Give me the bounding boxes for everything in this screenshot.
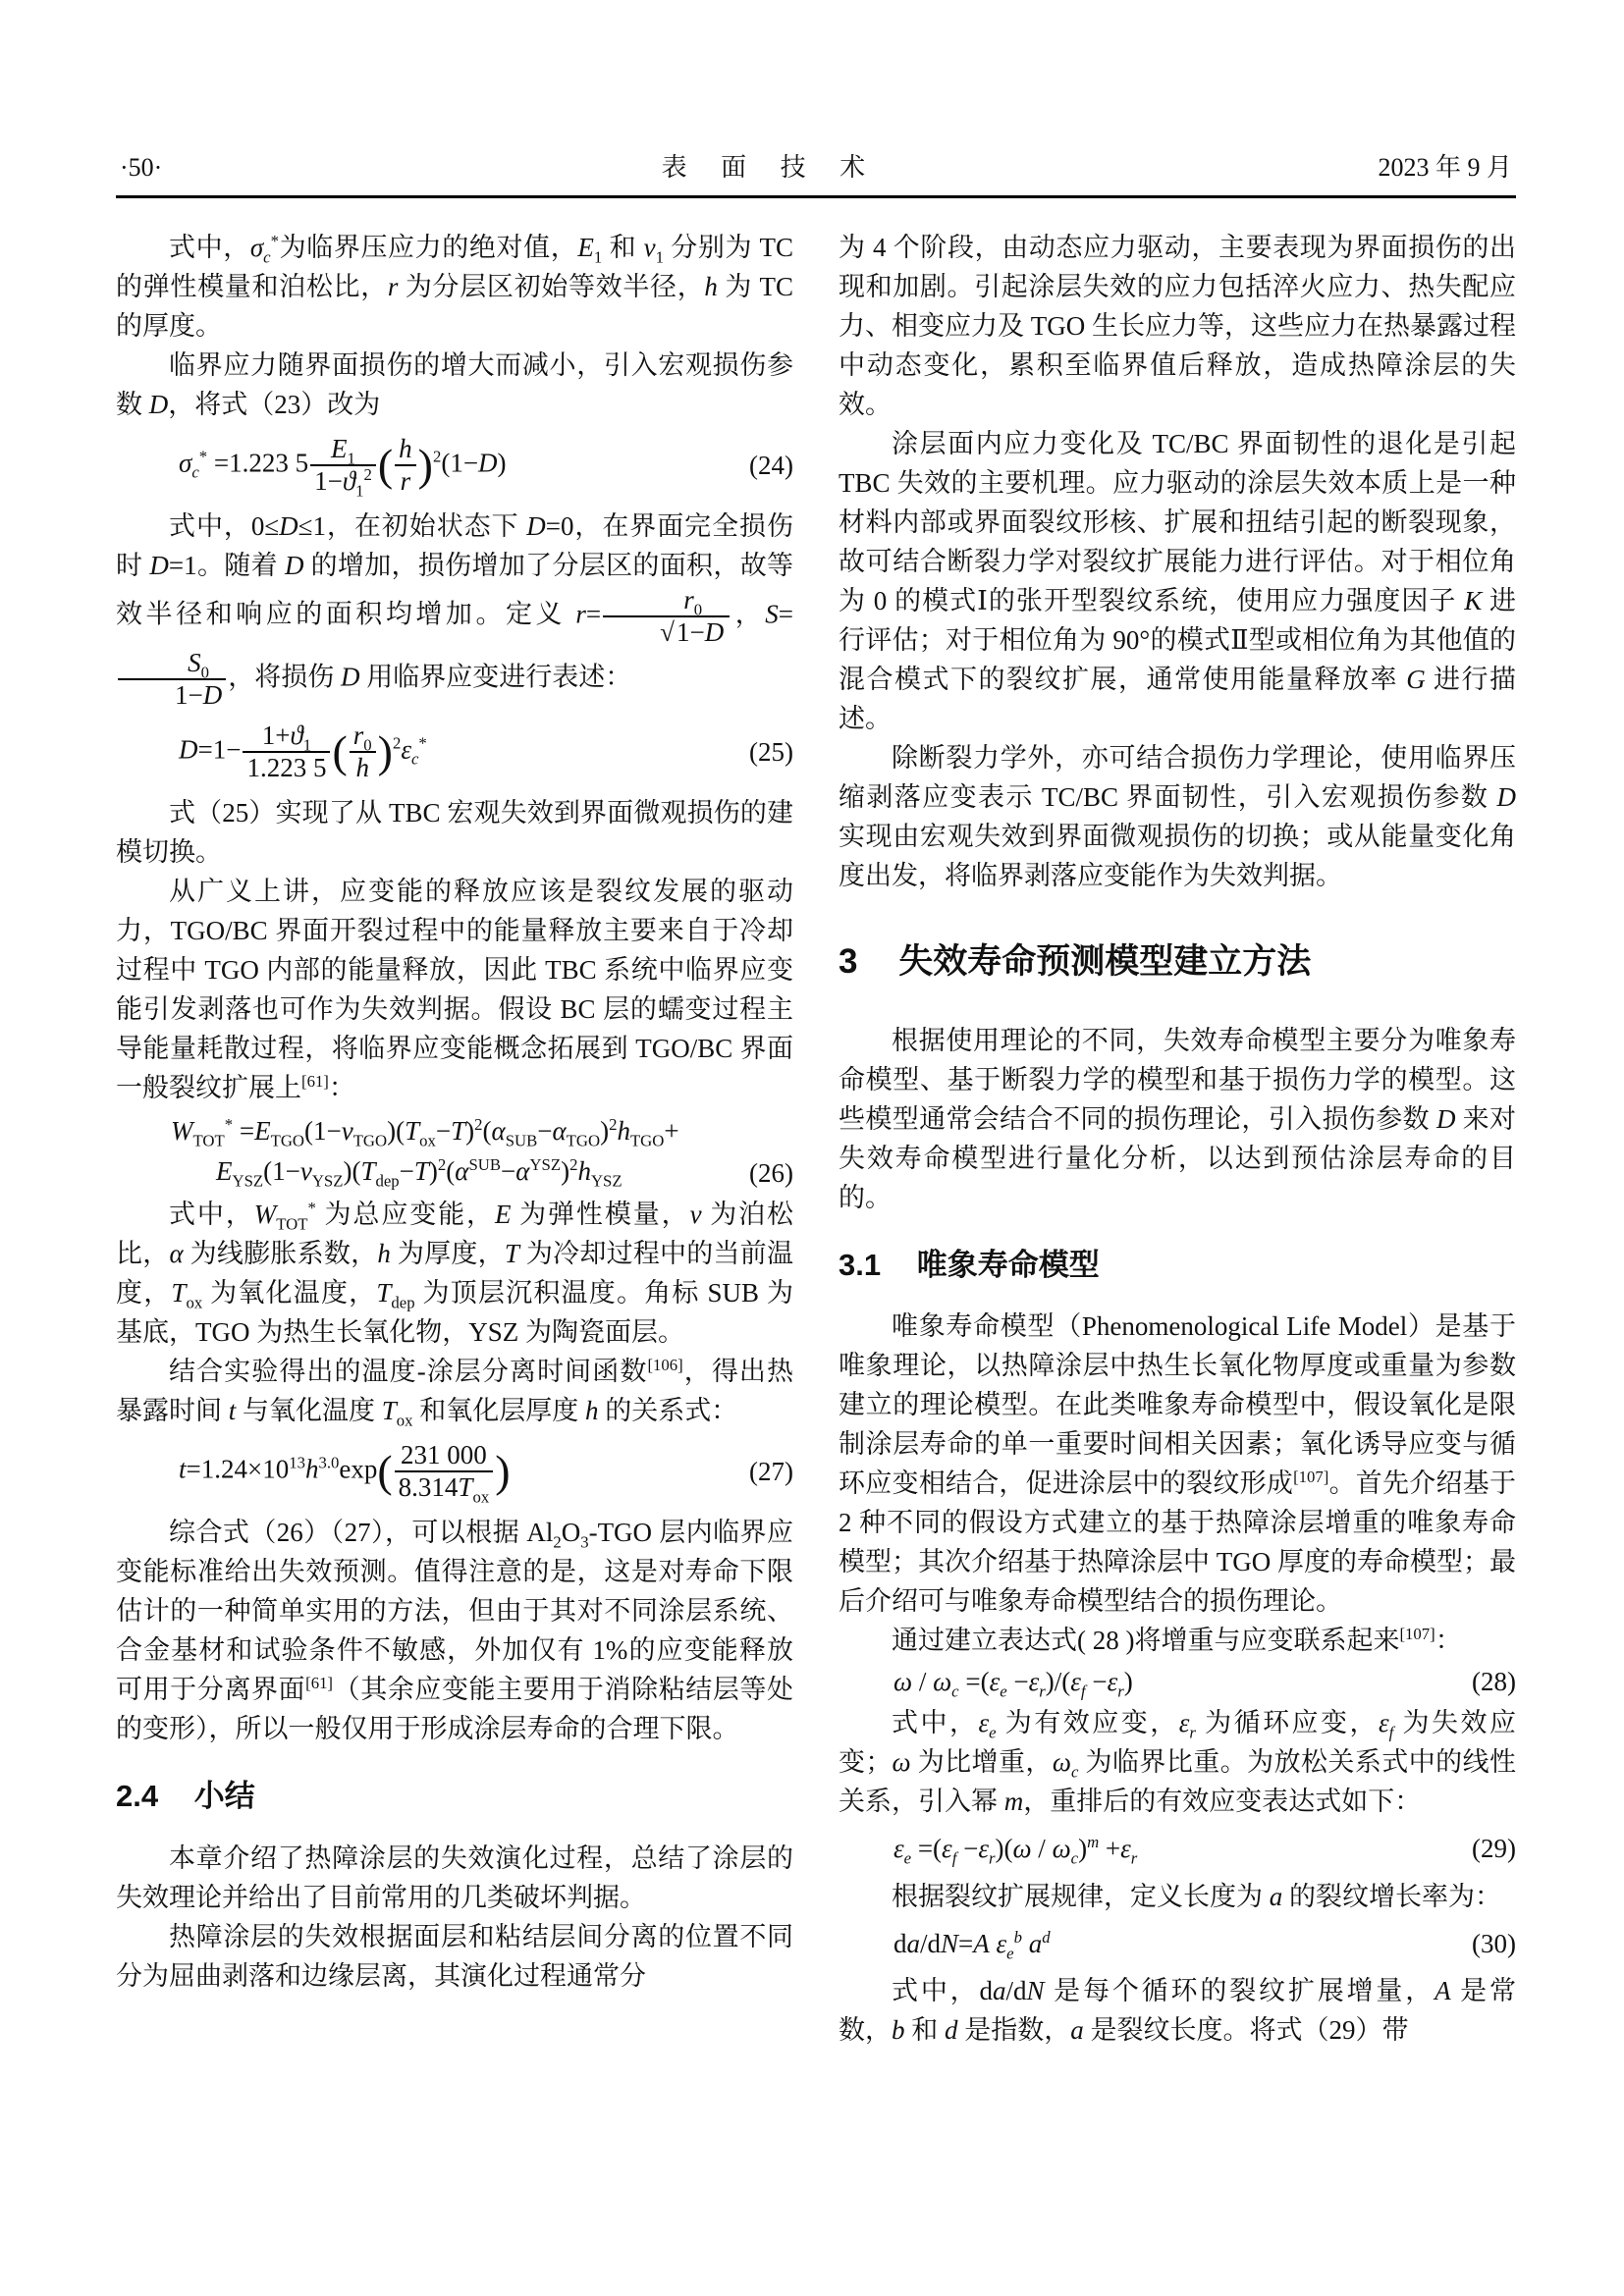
paragraph: 综合式（26）（27），可以根据 $Al_2O_3$-TGO 层内临界应变能标准给出失效预测。值得注意的是，这是对寿命下限估计的一种简单实用的方法，但由于其对不同涂层系统、合金基材和试验条件不敏感，外加仅有 1%的应变能释放可用于分离界面[61]（其余应变能主要用于消除粘结层等处的变形），所以一般仅用于形成涂层寿命的合理下限。: [116, 1518, 794, 1744]
equation-number: (29): [1472, 1834, 1516, 1864]
paragraph: 结合实验得出的温度-涂层分离时间函数[106]，得出热暴露时间 t 与氧化温度 $T_{ox}$ 和氧化层厚度 h 的关系式：: [116, 1356, 794, 1430]
paragraph: 式中，$W_{TOT}^*$ 为总应变能，E 为弹性模量，v 为泊松比，α 为线膨胀系数，h 为厚度，T 为冷却过程中的当前温度，$T_{ox}$ 为氧化温度，$T_{dep}$ 为顶层沉积温度。角标 SUB 为基底，TGO 为热生长氧化物，YSZ 为陶瓷面层。: [116, 1199, 794, 1348]
section-heading-2-4: [116, 1778, 793, 1814]
equation-body: $\sigma_c^* =1.223$ 5 $\frac{E_1}{1-ϑ_1^2}$ ( $\frac{h}{r}$ )$^2$(1−D): [179, 434, 507, 501]
right-column: [839, 228, 1516, 2050]
paragraph: 热障涂层的失效根据面层和粘结层间分离的位置不同分为屈曲剥落和边缘层离，其演化过程通常分: [116, 1921, 793, 1991]
equation-number: (27): [749, 1457, 793, 1487]
equation-body: $\omega / \omega_c =(\varepsilon_e -\varepsilon_r)/(\varepsilon_f -\varepsilon_r)$: [893, 1666, 1133, 1701]
page-header: [116, 147, 1516, 195]
equation-29: [839, 1831, 1516, 1866]
section-heading-3: [839, 940, 1516, 984]
equation-27: [116, 1440, 793, 1507]
paragraph: 式中，da/dN 是每个循环的裂纹扩展增量，A 是常数，b 和 d 是指数，a 是裂纹长度。将式（29）带: [839, 1976, 1517, 2046]
equation-body: $t=1.24\times 10^{13}h^{3.0}\exp$( $\frac{231 000}{8.314T_{ox}}$ ): [179, 1440, 511, 1507]
equation-body: $\varepsilon_e =(\varepsilon_f -\varepsilon_r)(\omega / \omega_c)^m +\varepsilon_r$: [893, 1833, 1138, 1868]
section-title: 失效寿命预测模型建立方法: [898, 942, 1312, 981]
paragraph: 根据裂纹扩展规律，定义长度为 a 的裂纹增长率为：: [892, 1881, 1501, 1911]
two-column-body: [116, 228, 1516, 2050]
paragraph: 根据使用理论的不同，失效寿命模型主要分为唯象寿命模型、基于断裂力学的模型和基于损伤力学的模型。这些模型通常会结合不同的损伤理论，引入损伤参数 D 来对失效寿命模型进行量化分析，以达到预估涂层寿命的目的。: [839, 1025, 1517, 1212]
equation-body: da/dN=A $\varepsilon_e^b$ $a^d$: [893, 1927, 1051, 1963]
paragraph: 式中，$\sigma_c^*$为临界压应力的绝对值，$E_1$ 和 $v_1$ 分别为 TC 的弹性模量和泊松比，r 为分层区初始等效半径，h 为 TC 的厚度。: [116, 232, 794, 341]
journal-title: 表 面 技 术: [661, 153, 880, 182]
page-number: ·50·: [120, 153, 163, 182]
equation-body: [116, 1111, 741, 1191]
paragraph: 从广义上讲，应变能的释放应该是裂纹发展的驱动力，TGO/BC 界面开裂过程中的能量释放主要来自于冷却过程中 TGO 内部的能量释放，因此 TBC 系统中临界应变能引发剥落也可作为失效判据。假设 BC 层的蠕变过程主导能量耗散过程，将临界应变能概念拓展到 TGO/BC 界面一般裂纹扩展上[61]：: [116, 877, 793, 1103]
paragraph: 本章介绍了热障涂层的失效演化过程，总结了涂层的失效理论并给出了目前常用的几类破坏判据。: [116, 1842, 793, 1912]
equation-26: [116, 1111, 793, 1191]
paragraph: 唯象寿命模型（Phenomenological Life Model）是基于唯象理论，以热障涂层中热生长氧化物厚度或重量为参数建立的理论模型。在此类唯象寿命模型中，假设氧化是限制涂层寿命的单一重要时间相关因素；氧化诱导应变与循环应变相结合，促进涂层中的裂纹形成[107]。首先介绍基于 2 种不同的假设方式建立的基于热障涂层增重的唯象寿命模型；其次介绍基于热障涂层中 TGO 厚度的寿命模型；最后介绍可与唯象寿命模型结合的损伤理论。: [839, 1310, 1517, 1616]
equation-24: [116, 434, 793, 501]
equation-number: (28): [1472, 1666, 1516, 1696]
paragraph: 涂层面内应力变化及 TC/BC 界面韧性的退化是引起 TBC 失效的主要机理。应力驱动的涂层失效本质上是一种材料内部或界面裂纹形核、扩展和扭结引起的断裂现象，故可结合断裂力学对裂纹扩展能力进行评估。对于相位角为 0 的模式Ⅰ的张开型裂纹系统，使用应力强度因子 K 进行评估；对于相位角为 90°的模式Ⅱ型或相位角为其他值的混合模式下的裂纹扩展，通常使用能量释放率 G 进行描述。: [839, 429, 1516, 733]
equation-number: (25): [749, 737, 793, 768]
equation-number: (26): [749, 1157, 793, 1188]
left-column: [116, 228, 793, 2050]
equation-25: [116, 721, 793, 783]
equation-30: [839, 1926, 1516, 1961]
equation-number: (24): [749, 450, 793, 480]
section-heading-3-1: [839, 1247, 1516, 1283]
paragraph: 式（25）实现了从 TBC 宏观失效到界面微观损伤的建模切换。: [116, 798, 793, 868]
equation-body: D=1− $\frac{1+ϑ_1}{1.223 5}$ ( $\frac{r_0}{h}$ )$^2\varepsilon_c^*$: [179, 721, 427, 783]
paragraph: 为 4 个阶段，由动态应力驱动，主要表现为界面损伤的出现和加剧。引起涂层失效的应力包括淬火应力、热失配应力、相变应力及 TGO 生长应力等，这些应力在热暴露过程中动态变化，累积至临界值后释放，造成热障涂层的失效。: [839, 233, 1516, 419]
equation-line: $W_{TOT}^* =E_{TGO}(1-v_{TGO})(T_{ox}-T)^2(\alpha_{SUB}-\alpha_{TGO})^2h_{TGO}+$: [171, 1115, 679, 1150]
header-rule: [116, 195, 1516, 198]
issue-date: 2023 年 9 月: [1378, 153, 1512, 182]
section-number: 3: [839, 942, 858, 981]
section-number: 2.4: [116, 1779, 159, 1814]
paragraph: 除断裂力学外，亦可结合损伤力学理论，使用临界压缩剥落应变表示 TC/BC 界面韧性，引入宏观损伤参数 D 实现由宏观失效到界面微观损伤的切换；或从能量变化角度出发，将临界剥落应变能作为失效判据。: [839, 743, 1516, 890]
paragraph: 通过建立表达式( 28 )将增重与应变联系起来[107]：: [892, 1624, 1462, 1655]
paragraph: 式中，$\varepsilon_e$ 为有效应变，$\varepsilon_r$ 为循环应变，$\varepsilon_f$ 为失效应变；ω 为比增重，$\omega_c$ 为临界比重。为放松关系式中的线性关系，引入幂 m，重排后的有效应变表达式如下：: [839, 1708, 1517, 1817]
paragraph: 临界应力随界面损伤的增大而减小，引入宏观损伤参数 D，将式（23）改为: [116, 350, 793, 419]
section-title: 唯象寿命模型: [916, 1247, 1100, 1282]
equation-28: [839, 1664, 1516, 1699]
equation-line: $E_{YSZ}(1-v_{YSZ})(T_{dep}-T)^2(\alpha^{SUB}-\alpha^{YSZ})^2h_{YSZ}$: [216, 1154, 623, 1191]
equation-number: (30): [1472, 1928, 1516, 1958]
paragraph: 式中，0≤D≤1，在初始状态下 D=0，在界面完全损伤时 D=1。随着 D 的增加，损伤增加了分层区的面积，故等效半径和响应的面积均增加。定义 r= $\frac{r_0}{√1-D}$ ，S= $\frac{S_0}{1-D}$ ，将损伤 D 用临界应变进行表述：: [116, 511, 794, 711]
section-title: 小结: [193, 1779, 255, 1814]
section-number: 3.1: [839, 1247, 882, 1282]
